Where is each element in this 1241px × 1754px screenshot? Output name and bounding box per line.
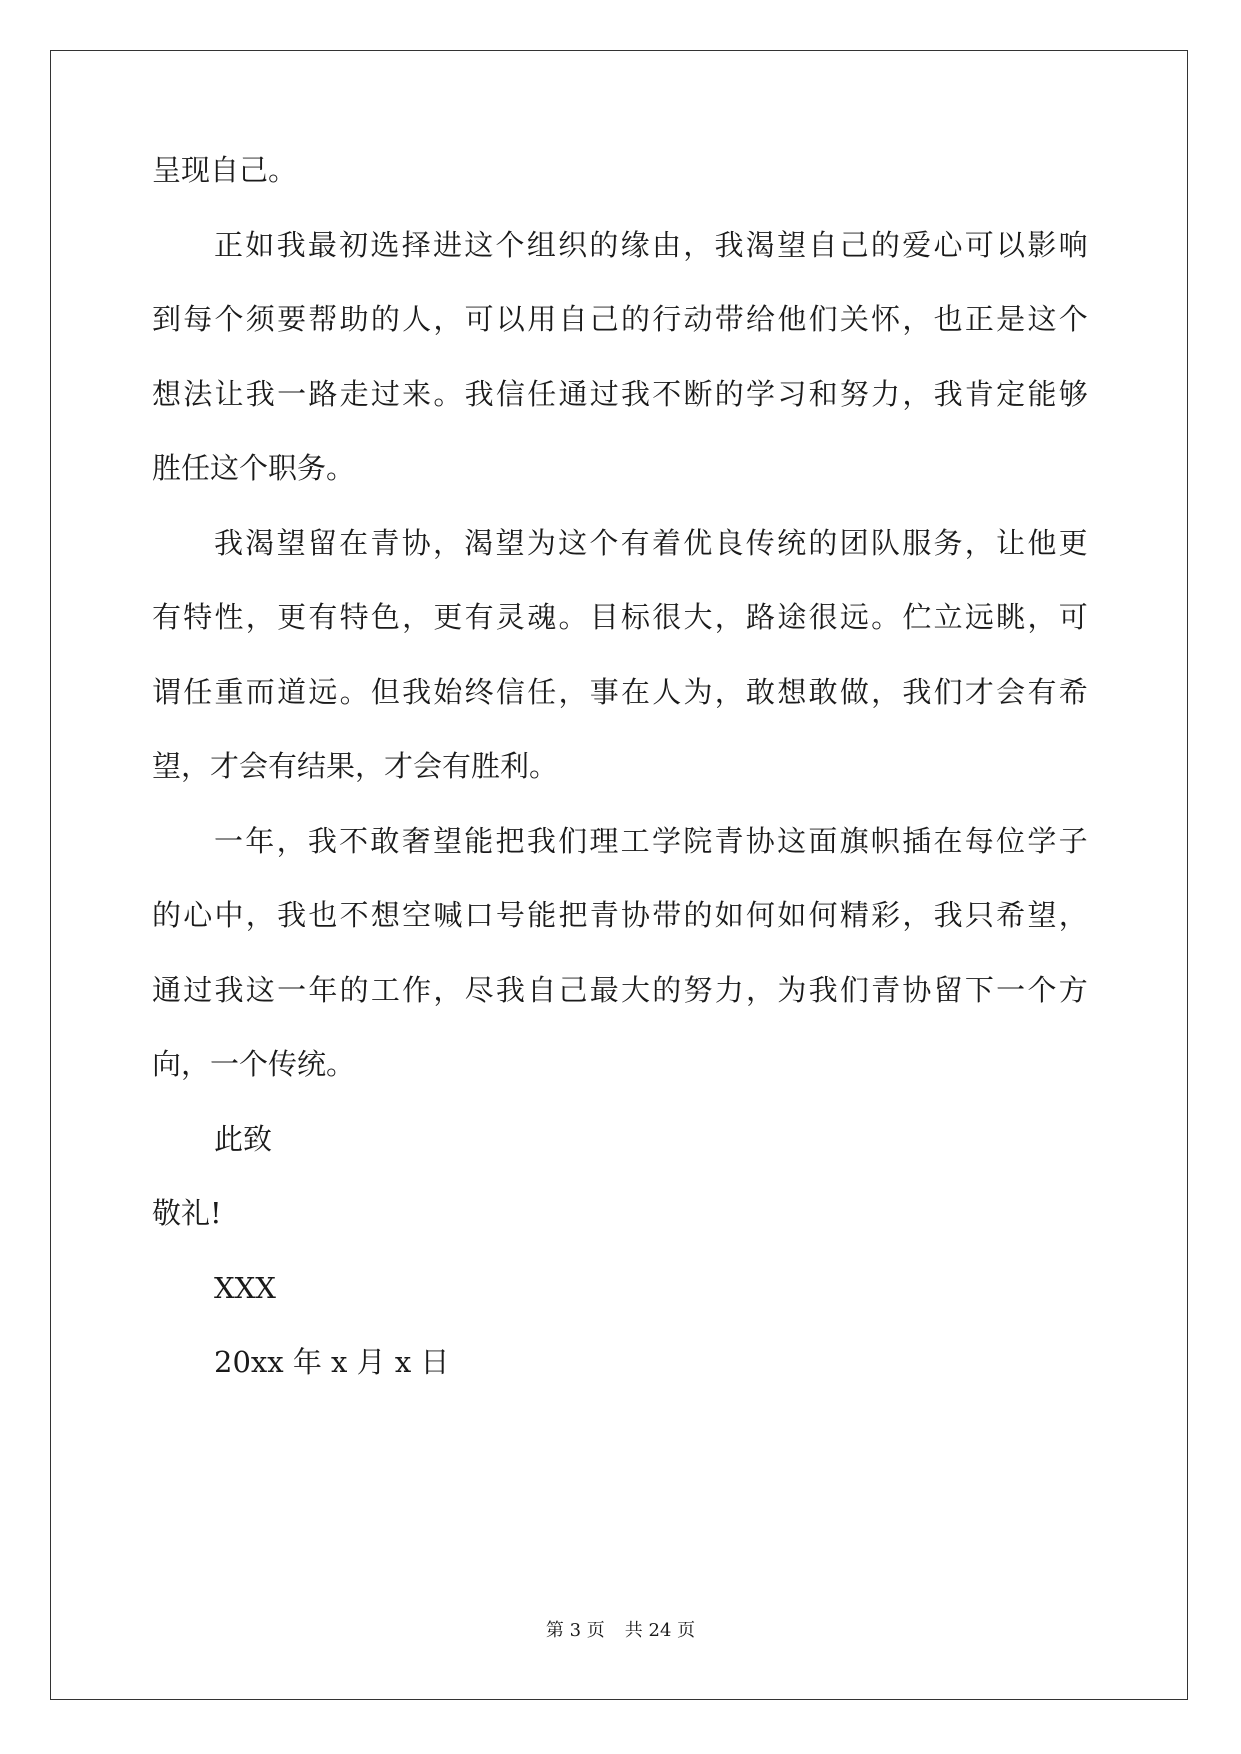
text-line: 我 渴 望 留 在 青 协 ， 渴 望 为 这 个 有 着 优 良 传 统 的 团 队 服 务 ， 让 他 更 xyxy=(214,525,1088,560)
text-line: 望，才会有结果，才会有胜利。 xyxy=(152,749,559,783)
text-line: 到 每 个 须 要 帮 助 的 人 ， 可 以 用 自 己 的 行 动 带 给 他 们 关 怀 ， 也 正 是 这 个 xyxy=(152,302,1088,336)
text-line: 此致 xyxy=(214,1121,273,1156)
text-line: 想 法 让 我 一 路 走 过 来 。 我 信 任 通 过 我 不 断 的 学 习 和 努 力 ， 我 肯 定 能 够 xyxy=(152,376,1088,411)
text-line: 正 如 我 最 初 选 择 进 这 个 组 织 的 缘 由 ， 我 渴 望 自 己 的 爱 心 可 以 影 响 xyxy=(214,227,1088,262)
text-line: 的 心 中 ， 我 也 不 想 空 喊 口 号 能 把 青 协 带 的 如 何 如 何 精 彩 ， 我 只 希 望 ， xyxy=(152,898,1088,932)
text-line: 胜任这个职务。 xyxy=(152,451,356,485)
page-footer xyxy=(0,1616,1241,1642)
text-line: 呈现自己。 xyxy=(152,153,298,187)
text-line: 一 年 ， 我 不 敢 奢 望 能 把 我 们 理 工 学 院 青 协 这 面 旗 帜 插 在 每 位 学 子 xyxy=(214,823,1088,858)
text-line: 向，一个传统。 xyxy=(152,1047,356,1081)
page-border xyxy=(50,50,1188,1700)
text-line: 敬礼! xyxy=(152,1196,222,1230)
page-number: 第 3 页 xyxy=(545,1620,605,1641)
page-total: 共 24 页 xyxy=(624,1620,696,1641)
text-line: 通 过 我 这 一 年 的 工 作 ， 尽 我 自 己 最 大 的 努 力 ， 为 我 们 青 协 留 下 一 个 方 xyxy=(152,972,1088,1007)
text-line: 20xx 年 x 月 x 日 xyxy=(214,1345,450,1379)
text-line: XXX xyxy=(214,1270,276,1305)
text-line: 有 特 性 ， 更 有 特 色 ， 更 有 灵 魂 。 目 标 很 大 ， 路 途 很 远 。 伫 立 远 眺 ， 可 xyxy=(152,600,1088,634)
text-line: 谓 任 重 而 道 远 。 但 我 始 终 信 任 ， 事 在 人 为 ， 敢 想 敢 做 ， 我 们 才 会 有 希 xyxy=(152,674,1088,709)
